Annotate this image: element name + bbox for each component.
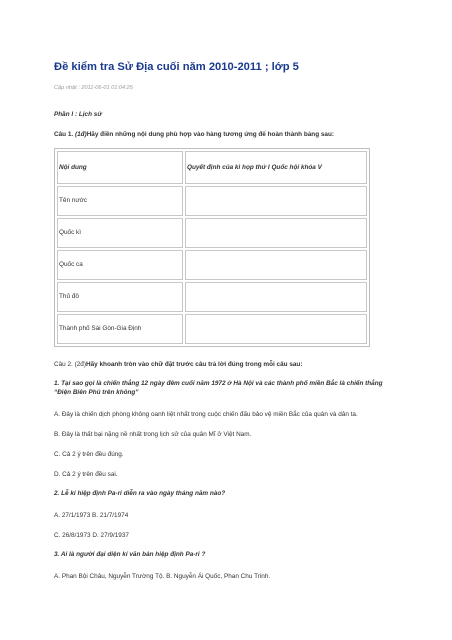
option-item: A. Đây là chiến dịch phòng không oanh liệt nhất trong cuộc chiến đấu bảo vệ miền Bắc của quân và dân ta.	[54, 411, 358, 418]
table-cell-answer	[185, 282, 367, 312]
option-item: D. Cả 2 ý trên đều sai.	[54, 471, 118, 478]
table-row	[57, 186, 367, 216]
table-cell-label: Thành phố Sài Gòn-Gia Định	[57, 314, 183, 344]
page-title: Đề kiểm tra Sử Địa cuối năm 2010-2011 ; lớp 5	[54, 61, 299, 73]
table-cell-label: Tên nước	[57, 186, 183, 216]
question-2-text: Hãy khoanh tròn vào chữ đặt trước câu trả lời đúng trong mỗi câu sau:	[85, 361, 303, 368]
answer-table	[54, 148, 370, 347]
table-cell-answer	[185, 250, 367, 280]
table-cell-label: Thủ đô	[57, 282, 183, 312]
question-2	[54, 360, 398, 369]
option-item: A. Phan Bội Châu, Nguyễn Trường Tộ. B. Nguyễn Ái Quốc, Phan Chu Trinh.	[54, 573, 271, 580]
table-row	[57, 282, 367, 312]
table-cell-answer	[185, 218, 367, 248]
option-item: A. 27/1/1973 B. 21/7/1974	[54, 512, 129, 519]
subquestion-2: 2. Lễ kí hiệp định Pa-ri diễn ra vào ngày tháng năm nào?	[54, 490, 226, 497]
document-content	[54, 60, 398, 581]
option-item: B. Đây là thất bại nặng nề nhất trong lịch sử của quân Mĩ ở Việt Nam.	[54, 431, 252, 438]
question-2-lead: Câu 2. (2đ)	[54, 361, 86, 368]
table-header-cell: Nội dung	[57, 151, 183, 184]
question-1-text: Hãy điền những nội dung phù hợp vào hàng tương ứng để hoàn thành bảng sau:	[86, 131, 335, 138]
subquestion-1: 1. Tại sao gọi là chiến thắng 12 ngày đêm cuối năm 1972 ở Hà Nội và các thành phố miền Bắc là chiến thắng “Điện Biên Phủ trên không”	[54, 380, 383, 396]
table-row	[57, 250, 367, 280]
table-header-row	[57, 151, 367, 184]
table-cell-answer	[185, 314, 367, 344]
updated-timestamp: Cập nhật : 2011-06-01 01:04:25	[54, 85, 133, 91]
table-header-cell: Quyết định của kì họp thứ I Quốc hội khóa V	[185, 151, 367, 184]
option-item: C. Cả 2 ý trên đều đúng.	[54, 451, 124, 458]
table-row	[57, 314, 367, 344]
question-1-points: (1đ)	[74, 131, 87, 138]
table-row	[57, 218, 367, 248]
subquestion-3: 3. Ai là người đại diện kí văn bản hiệp định Pa-ri ?	[54, 551, 206, 558]
question-1	[54, 130, 398, 139]
option-item: C. 26/8/1973 D. 27/9/1937	[54, 532, 129, 539]
table-cell-label: Quốc ca	[57, 250, 183, 280]
table-cell-label: Quốc kì	[57, 218, 183, 248]
section-title: Phần I : Lịch sử	[54, 111, 102, 118]
question-1-number: Câu 1.	[54, 131, 74, 138]
table-cell-answer	[185, 186, 367, 216]
